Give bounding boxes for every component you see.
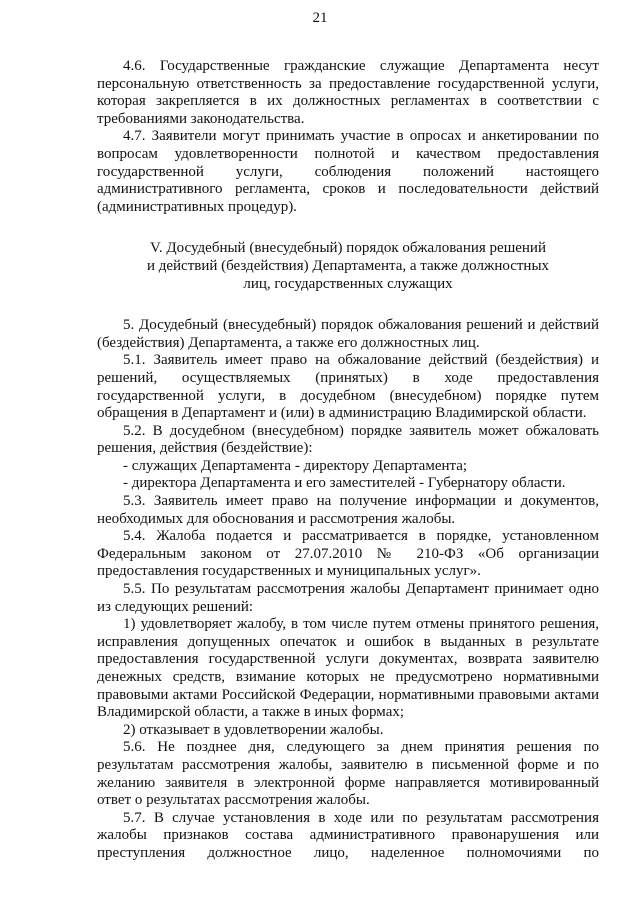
list-item-decision-1: 1) удовлетворяет жалобу, в том числе путем отмены принятого решения, исправления допущенных опечаток и ошибок в выданных в результате предоставления государственной услуги документах, возврата заявителю денежных средств, взимание которых не предусмотрено нормативными правовыми актами Российской Федерации, нормативными правовыми актами Владимирской области, а также в иных формах;: [97, 616, 599, 721]
list-item-director: - директора Департамента и его заместителей - Губернатору области.: [123, 475, 566, 492]
paragraph-5-7: 5.7. В случае установления в ходе или по результатам рассмотрения жалобы признаков состава административного правонарушения или преступления должностное лицо, наделенное полномочиями по: [97, 809, 599, 861]
paragraph-5-5: 5.5. По результатам рассмотрения жалобы Департамент принимает одно из следующих решений:: [97, 581, 599, 615]
section-heading: [97, 240, 599, 293]
paragraph-4-7: 4.7. Заявители могут принимать участие в опросах и анкетировании по вопросам удовлетворенности полнотой и качеством предоставления государственной услуги, соблюдения положений настоящего административного регламента, сроков и последовательности действий (административных процедур).: [97, 128, 599, 215]
list-item-decision-2: 2) отказывает в удовлетворении жалобы.: [123, 721, 384, 738]
paragraph-5-6: 5.6. Не позднее дня, следующего за днем принятия решения по результатам рассмотрения жалобы, заявителю в письменной форме и по желанию заявителя в электронной форме направляется мотивированный ответ о результатах рассмотрения жалобы.: [97, 739, 599, 809]
paragraph-5-4: 5.4. Жалоба подается и рассматривается в порядке, установленном Федеральным законом от 27.07.2010 № 210-ФЗ «Об организации предоставления государственных и муниципальных услуг».: [97, 528, 599, 580]
paragraph-5-2: 5.2. В досудебном (внесудебном) порядке заявитель может обжаловать решения, действия (бездействие):: [97, 422, 599, 457]
document-body: [97, 58, 599, 863]
section-heading-line-2: и действий (бездействия) Департамента, а также должностных: [146, 257, 550, 274]
paragraph-5: 5. Досудебный (внесудебный) порядок обжалования решений и действий (бездействия) Департамента, а также его должностных лиц.: [97, 317, 599, 351]
paragraph-5-1: 5.1. Заявитель имеет право на обжалование действий (бездействия) и решений, осуществляемых (принятых) в ходе предоставления государственной услуги, в досудебном (внесудебном) порядке путем обращения в Департамент и (или) в администрацию Владимирской области.: [97, 352, 599, 422]
section-heading-line-1: V. Досудебный (внесудебный) порядок обжалования решений: [150, 240, 546, 257]
page-number: 21: [312, 10, 328, 26]
paragraph-5-3: 5.3. Заявитель имеет право на получение информации и документов, необходимых для обоснования и рассмотрения жалобы.: [97, 493, 599, 527]
list-item-servants: - служащих Департамента - директору Департамента;: [123, 457, 468, 474]
section-heading-line-3: лиц, государственных служащих: [243, 275, 453, 292]
paragraph-4-6: 4.6. Государственные гражданские служащие Департамента несут персональную ответственность за предоставление государственной услуги, которая закрепляется в их должностных регламентах в соответствии с требованиями законодательства.: [97, 58, 599, 127]
